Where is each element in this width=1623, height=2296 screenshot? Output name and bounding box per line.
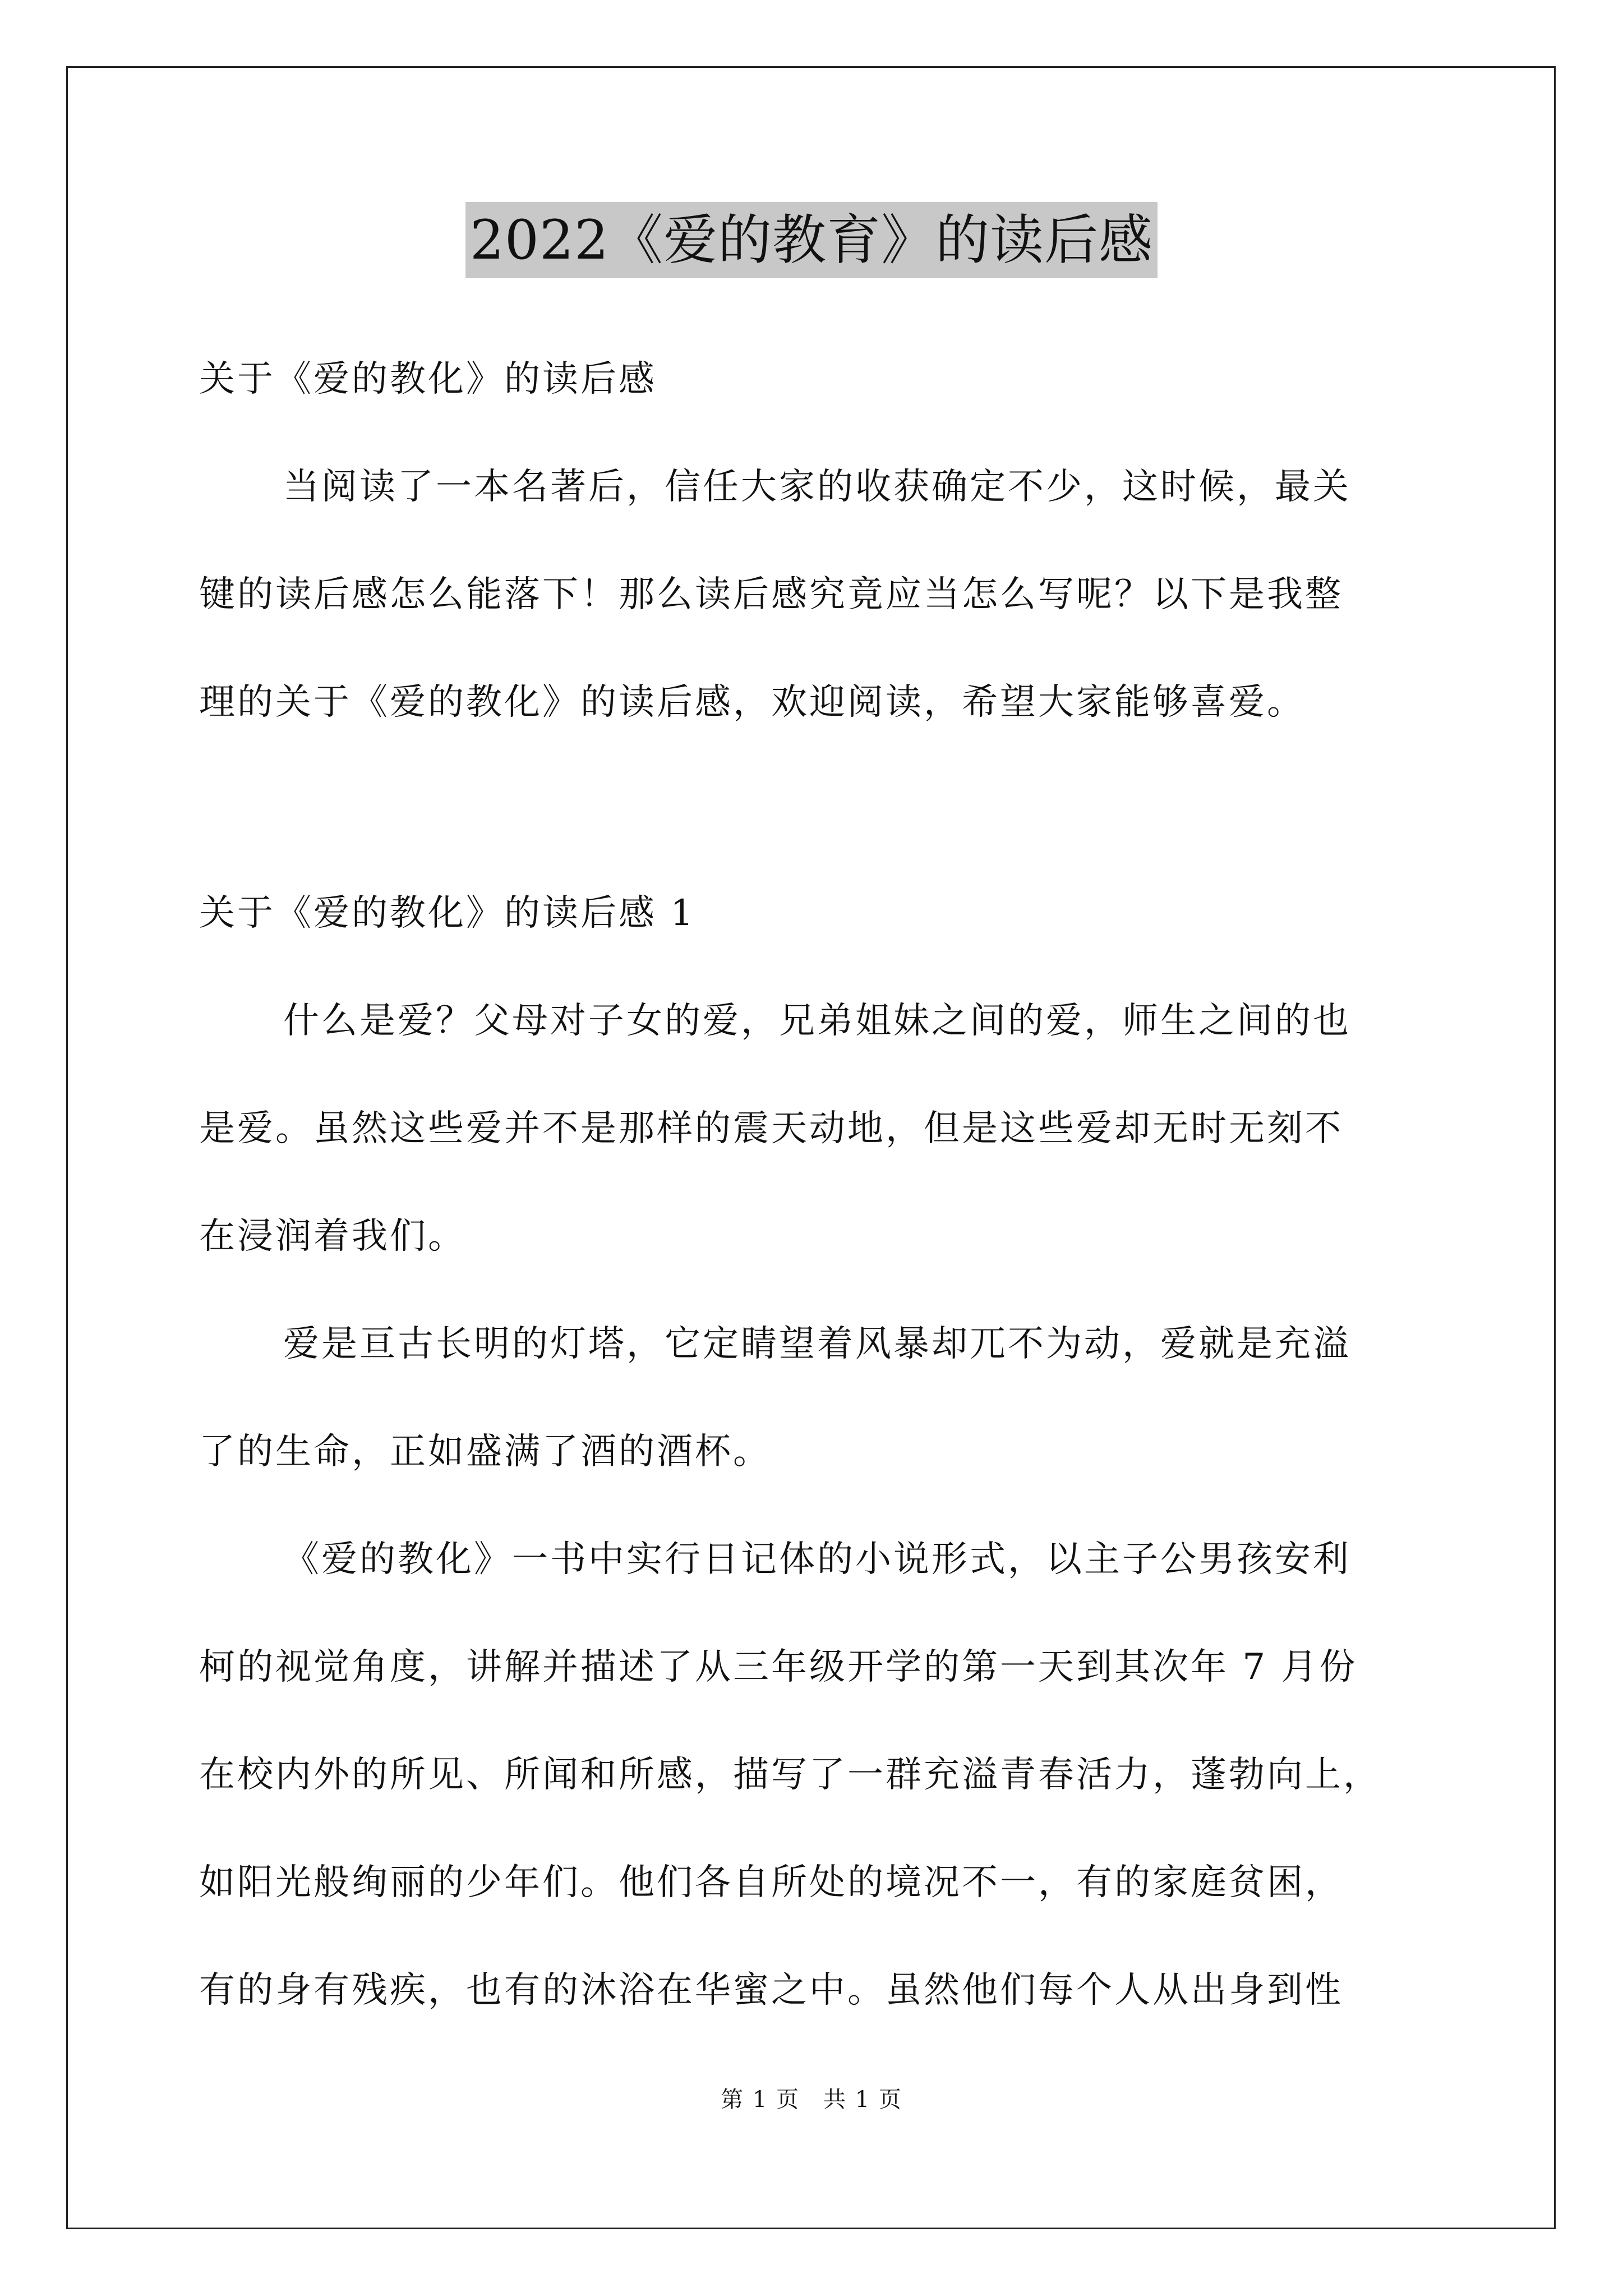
intro-line: 理的关于《爱的教化》的读后感，欢迎阅读，希望大家能够喜爱。 (199, 682, 1305, 723)
paragraph-line: 在浸润着我们。 (199, 1216, 466, 1257)
paragraph-line: 爱是亘古长明的灯塔，它定睛望着风暴却兀不为动，爱就是充溢 (283, 1323, 1351, 1365)
paragraph-line: 有的身有残疾，也有的沐浴在华蜜之中。虽然他们每个人从出身到性 (199, 1970, 1343, 2011)
paragraph-line: 了的生命，正如盛满了酒的酒杯。 (199, 1431, 771, 1473)
section-heading: 关于《爱的教化》的读后感 1 (199, 892, 696, 934)
paragraph-line: 如阳光般绚丽的少年们。他们各自所处的境况不一，有的家庭贫困， (199, 1862, 1343, 1903)
intro-line: 键的读后感怎么能落下！那么读后感究竟应当怎么写呢？以下是我整 (199, 574, 1343, 615)
document-title: 2022《爱的教育》的读后感 (465, 202, 1158, 278)
page-footer: 第 1 页 共 1 页 (721, 2087, 902, 2113)
paragraph-line: 什么是爱？父母对子女的爱，兄弟姐妹之间的爱，师生之间的也 (283, 1000, 1351, 1042)
paragraph-line: 是爱。虽然这些爱并不是那样的震天动地，但是这些爱却无时无刻不 (199, 1108, 1343, 1149)
document-subtitle: 关于《爱的教化》的读后感 (199, 358, 657, 400)
title-container (0, 0, 1623, 278)
paragraph-line: 《爱的教化》一书中实行日记体的小说形式，以主子公男孩安利 (283, 1539, 1351, 1580)
intro-line: 当阅读了一本名著后，信任大家的收获确定不少，这时候，最关 (283, 466, 1351, 508)
paragraph-line: 在校内外的所见、所闻和所感，描写了一群充溢青春活力，蓬勃向上， (199, 1754, 1381, 1796)
paragraph-line: 柯的视觉角度，讲解并描述了从三年级开学的第一天到其次年 7 月份 (199, 1646, 1358, 1688)
